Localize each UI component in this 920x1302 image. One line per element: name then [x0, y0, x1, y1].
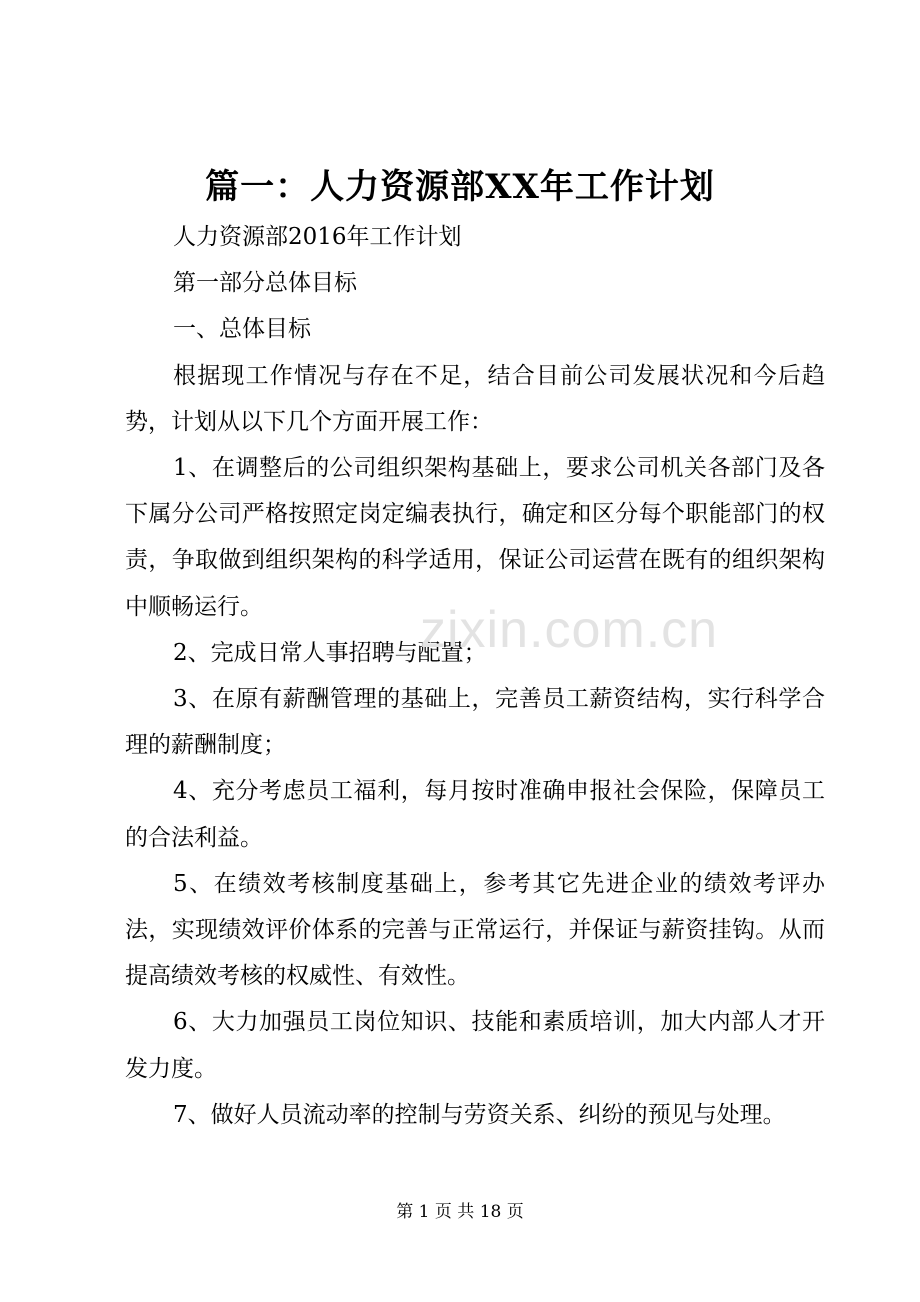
paragraph: 7、做好人员流动率的控制与劳资关系、纠纷的预见与处理。 [173, 1101, 786, 1128]
paragraph: 5、在绩效考核制度基础上，参考其它先进企业的绩效考评办法，实现绩效评价体系的完善与正常运行，并保证与薪资挂钩。从而提高绩效考核的权威性、有效性。 [125, 870, 825, 990]
paragraph: 根据现工作情况与存在不足，结合目前公司发展状况和今后趋势，计划从以下几个方面开展工作： [125, 362, 825, 435]
paragraph: 3、在原有薪酬管理的基础上，完善员工薪资结构，实行科学合理的薪酬制度； [125, 686, 825, 759]
paragraph: 2、完成日常人事招聘与配置； [173, 639, 487, 666]
document-body [125, 214, 825, 1138]
paragraph: 4、充分考虑员工福利，每月按时准确申报社会保险，保障员工的合法利益。 [125, 778, 825, 851]
paragraph: 人力资源部2016年工作计划 [173, 224, 462, 250]
paragraph: 6、大力加强员工岗位知识、技能和素质培训，加大内部人才开发力度。 [125, 1009, 825, 1082]
paragraph: 第一部分总体目标 [173, 270, 357, 297]
paragraph: 1、在调整后的公司组织架构基础上，要求公司机关各部门及各下属分公司严格按照定岗定编表执行，确定和区分每个职能部门的权责，争取做到组织架构的科学适用，保证公司运营在既有的组织架构中顺畅运行。 [125, 455, 825, 620]
page-footer: 第 1 页 共 18 页 [396, 1202, 524, 1222]
document-title: 篇一：人力资源部XX年工作计划 [205, 167, 715, 207]
paragraph: 一、总体目标 [173, 316, 311, 343]
watermark: zixin.com.cn [420, 601, 719, 659]
